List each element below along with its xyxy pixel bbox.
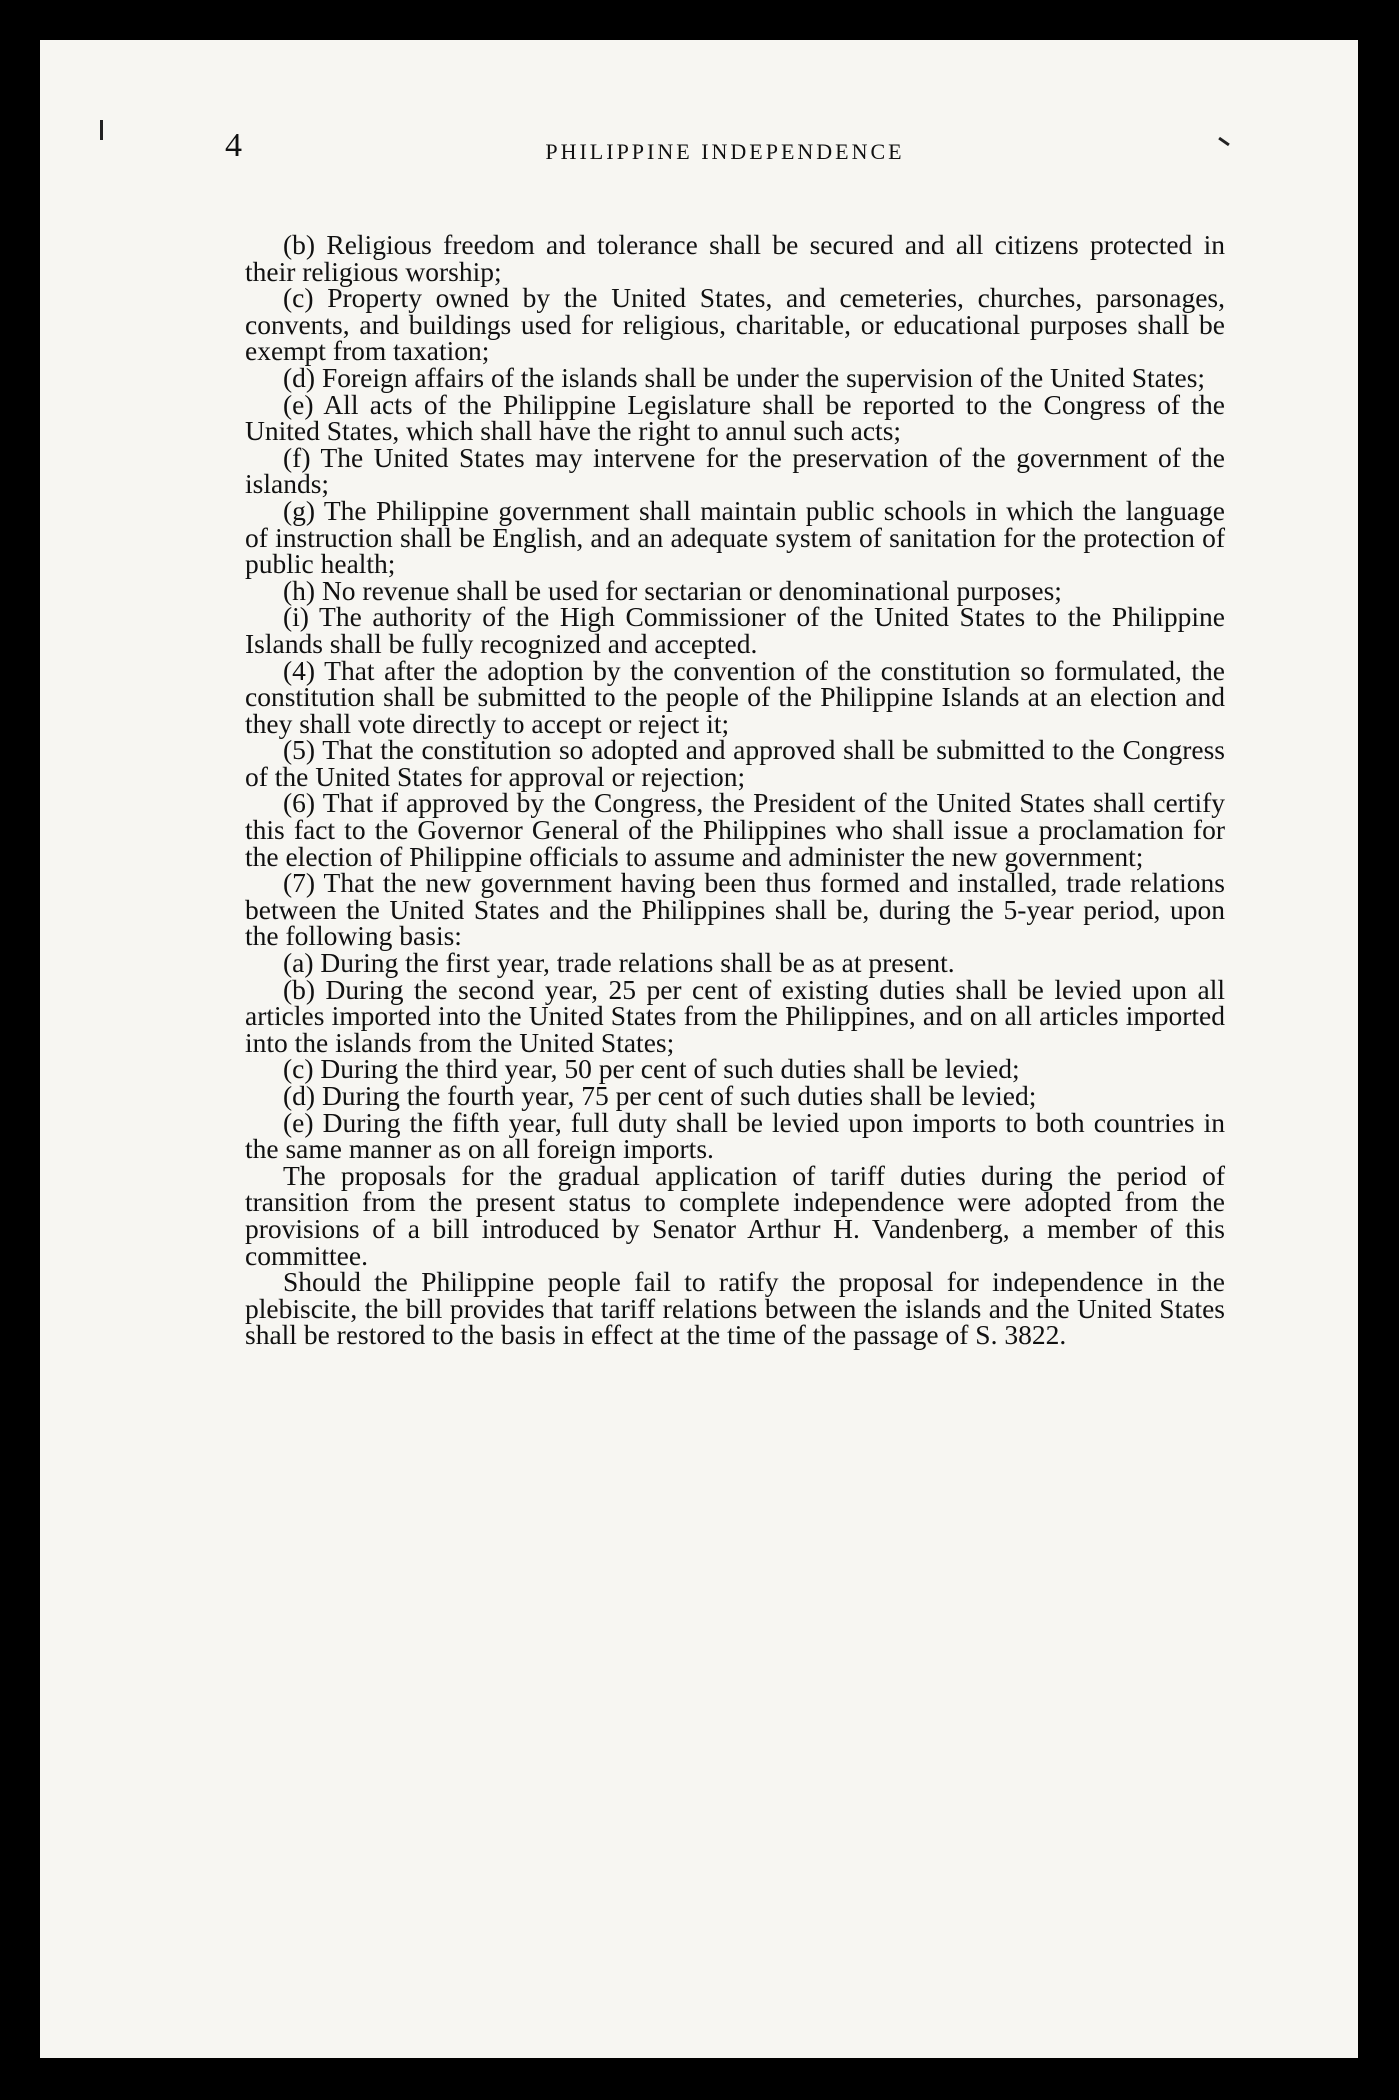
paragraph-tariff-proposals: The proposals for the gradual application of tariff duties during the period of transition from the present status to complete independence were adopted from the provisions of a bill introduced by Senator Arthur H. Vandenberg, a member of this committee. — [245, 1159, 1225, 1271]
paragraph-section-5: (5) That the constitution so adopted and approved shall be submitted to the Congress of the United States for approval or rejection; — [245, 734, 1225, 792]
page-header — [225, 127, 1225, 197]
body-text — [245, 229, 1225, 1351]
page-number: 4 — [225, 127, 242, 164]
paragraph-clause-i: (i) The authority of the High Commissioner of the United States to the Philippine Islands shall be fully recognized and accepted. — [245, 601, 1225, 659]
paragraph-section-7: (7) That the new government having been thus formed and installed, trade relations between the United States and the Philippines shall be, during the 5-year period, upon the following basis: — [245, 867, 1225, 952]
paragraph-section-6: (6) That if approved by the Congress, the President of the United States shall certify this fact to the Governor General of the Philippines who shall issue a proclamation for the election of Philippine officials to assume and administer the new government; — [245, 787, 1225, 872]
paragraph-year-d: (d) During the fourth year, 75 per cent of such duties shall be levied; — [283, 1080, 1037, 1111]
paragraph-clause-d: (d) Foreign affairs of the islands shall be under the supervision of the United States; — [283, 361, 1206, 393]
scan-speck — [100, 120, 103, 140]
paragraph-plebiscite: Should the Philippine people fail to ratify the proposal for independence in the plebiscite, the bill provides that tariff relations between the islands and the United States shall be restored to the basis in effect at the time of the passage of S. 3822. — [245, 1266, 1225, 1351]
paragraph-clause-b: (b) Religious freedom and tolerance shall be secured and all citizens protected in their religious worship; — [245, 229, 1225, 287]
paragraph-clause-e: (e) All acts of the Philippine Legislature shall be reported to the Congress of the United States, which shall have the right to annul such acts; — [245, 388, 1225, 447]
paragraph-clause-g: (g) The Philippine government shall maintain public schools in which the language of instruction shall be English, and an adequate system of sanitation for the protection of public health; — [245, 494, 1225, 580]
paragraph-year-e: (e) During the fifth year, full duty shall be levied upon imports to both countries in the same manner as on all foreign imports. — [245, 1106, 1225, 1165]
paragraph-clause-h: (h) No revenue shall be used for sectarian or denominational purposes; — [283, 574, 1062, 606]
paragraph-year-c: (c) During the third year, 50 per cent of such duties shall be levied; — [283, 1053, 1020, 1085]
paragraph-year-a: (a) During the first year, trade relations shall be as at present. — [283, 947, 955, 979]
paragraph-clause-f: (f) The United States may intervene for the preservation of the government of the islands; — [245, 441, 1225, 500]
paragraph-year-b: (b) During the second year, 25 per cent of existing duties shall be levied upon all articles imported into the United States from the Philippines, and on all articles imported into the islands from the United States; — [245, 973, 1225, 1058]
paragraph-section-4: (4) That after the adoption by the convention of the constitution so formulated, the constitution shall be submitted to the people of the Philippine Islands at an election and they shall vote directly to accept or reject it; — [245, 654, 1225, 739]
running-head: PHILIPPINE INDEPENDENCE — [545, 139, 905, 164]
paragraph-clause-c: (c) Property owned by the United States, and cemeteries, churches, parsonages, convents, and buildings used for religious, charitable, or educational purposes shall be exempt from taxation; — [245, 282, 1225, 367]
